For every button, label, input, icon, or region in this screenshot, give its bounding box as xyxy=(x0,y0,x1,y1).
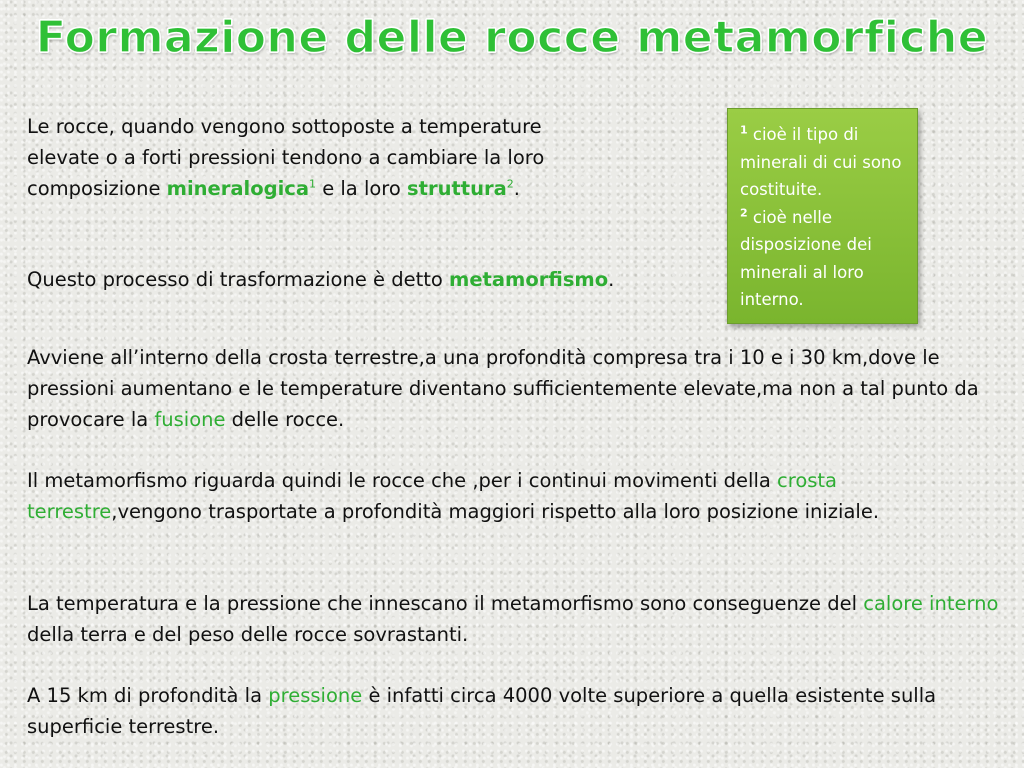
causes-text-b: della terra e del peso delle rocce sovrastanti. xyxy=(27,623,469,646)
term-struttura: struttura xyxy=(407,177,507,200)
paragraph-crust-movement xyxy=(27,465,1002,527)
footnote-text-1: cioè il tipo di minerali di cui sono costituite. xyxy=(740,125,902,199)
footnote-number-2: 2 xyxy=(740,206,748,219)
intro-text-c: . xyxy=(513,177,520,200)
term-mineralogica: mineralogica xyxy=(166,177,309,200)
pressure-text-b: è infatti circa 4000 volte superiore a quella esistente sulla superficie terrestre. xyxy=(27,684,937,738)
crust-text-a: Il metamorfismo riguarda quindi le rocce che ,per i continui movimenti della xyxy=(27,469,778,492)
paragraph-pressure xyxy=(27,680,1002,742)
paragraph-depth xyxy=(27,342,1002,435)
term-calore-interno: calore interno xyxy=(863,592,999,615)
definition-text-b: . xyxy=(608,268,615,291)
footnote-ref-1: 1 xyxy=(309,177,316,191)
definition-text-a: Questo processo di trasformazione è detto xyxy=(27,268,450,291)
footnote-box xyxy=(727,108,918,324)
term-pressione: pressione xyxy=(268,684,363,707)
metamorfismo-definition xyxy=(27,264,617,295)
intro-paragraph xyxy=(27,111,617,204)
crust-text-b: ,vengono trasportate a profondità maggiori rispetto alla loro posizione iniziale. xyxy=(111,500,880,523)
depth-text-b: delle rocce. xyxy=(225,408,345,431)
footnote-number-1: 1 xyxy=(740,123,748,137)
causes-text-a: La temperatura e la pressione che innescano il metamorfismo sono conseguenze del xyxy=(27,592,864,615)
intro-text-b: e la loro xyxy=(316,177,408,200)
footnote-ref-2: 2 xyxy=(506,177,514,191)
term-crosta-terrestre: crosta terrestre xyxy=(27,469,838,523)
depth-text-a: Avviene all’interno della crosta terrestre,a una profondità compresa tra i 10 e i 30 km,dove le pressioni aumentano e le temperature diventano sufficientemente elevate,ma non a tal punto da provocare la xyxy=(27,346,979,431)
paragraph-causes xyxy=(27,588,1002,650)
footnote-text-2: cioè nelle disposizione dei minerali al loro interno. xyxy=(740,207,872,309)
term-metamorfismo: metamorfismo xyxy=(449,268,609,291)
term-fusione: fusione xyxy=(154,408,226,431)
slide-title: Formazione delle rocce metamorfiche xyxy=(35,12,989,63)
intro-text-a: Le rocce, quando vengono sottoposte a temperature elevate o a forti pressioni tendono a cambiare la loro composizione xyxy=(27,115,545,200)
pressure-text-a: A 15 km di profondità la xyxy=(27,684,269,707)
